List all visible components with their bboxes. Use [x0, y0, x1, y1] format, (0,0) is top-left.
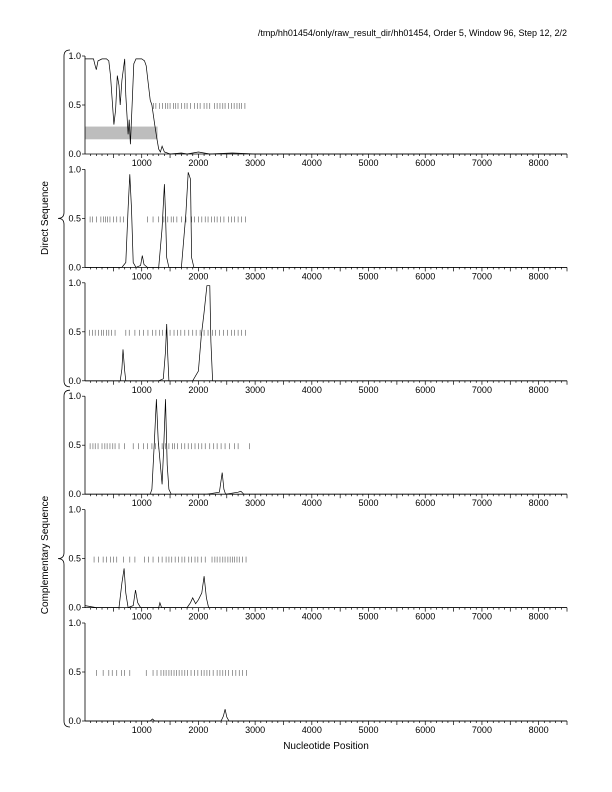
x-tick-label: 4000: [301, 498, 322, 509]
x-tick-label: 5000: [358, 384, 379, 395]
x-tick-label: 2000: [188, 611, 209, 622]
x-tick-label: 1000: [131, 158, 152, 168]
probability-curve-frame-1: [85, 59, 567, 154]
x-tick-label: 3000: [245, 384, 266, 395]
x-tick-label: 2000: [188, 158, 209, 168]
x-tick-label: 1000: [131, 384, 152, 395]
y-tick-label: 1.0: [68, 164, 81, 175]
y-tick-label: 0.0: [68, 602, 81, 613]
x-axis-label: Nucleotide Position: [283, 741, 369, 752]
x-tick-label: 1000: [131, 498, 152, 509]
panel-frame-5: [68, 505, 567, 622]
y-tick-label: 0.0: [68, 262, 81, 273]
page-title: /tmp/hh01454/only/raw_result_dir/hh01454, Order 5, Window 96, Step 12, 2/2: [257, 28, 567, 38]
y-tick-label: 1.0: [68, 391, 81, 402]
x-tick-label: 7000: [471, 158, 492, 168]
y-tick-label: 0.5: [68, 100, 81, 110]
x-tick-label: 5000: [358, 725, 379, 735]
y-tick-label: 1.0: [68, 504, 81, 515]
x-tick-label: 3000: [245, 611, 266, 622]
panel-frame-4: [68, 391, 567, 508]
x-tick-label: 5000: [358, 158, 379, 168]
panels-group: [68, 51, 567, 735]
x-tick-label: 7000: [471, 498, 492, 509]
direct-sequence-label: Direct Sequence: [40, 181, 51, 255]
y-tick-label: 0.5: [68, 667, 81, 677]
x-tick-label: 7000: [471, 611, 492, 622]
y-tick-label: 0.0: [68, 149, 81, 159]
probability-curve-frame-5: [85, 568, 567, 607]
x-tick-label: 7000: [471, 271, 492, 282]
y-tick-label: 0.0: [68, 716, 81, 726]
x-tick-label: 4000: [301, 384, 322, 395]
x-tick-label: 2000: [188, 271, 209, 282]
x-tick-label: 8000: [528, 725, 549, 735]
x-tick-label: 8000: [528, 611, 549, 622]
x-tick-label: 8000: [528, 158, 549, 168]
x-tick-label: 2000: [188, 384, 209, 395]
x-tick-label: 6000: [415, 498, 436, 509]
x-tick-label: 2000: [188, 725, 209, 735]
x-tick-label: 8000: [528, 271, 549, 282]
x-tick-label: 5000: [358, 271, 379, 282]
y-tick-label: 1.0: [68, 51, 81, 61]
x-tick-label: 4000: [301, 271, 322, 282]
y-tick-label: 0.0: [68, 489, 81, 500]
x-tick-label: 1000: [131, 611, 152, 622]
x-tick-label: 5000: [358, 498, 379, 509]
probability-curve-frame-6: [85, 709, 567, 721]
shaded-region: [85, 127, 158, 140]
x-tick-label: 3000: [245, 725, 266, 735]
panel-frame-3: [68, 278, 567, 395]
x-tick-label: 6000: [415, 158, 436, 168]
panel-frame-6: [68, 618, 567, 735]
probability-curve-frame-4: [85, 399, 567, 494]
y-tick-label: 0.5: [68, 326, 81, 337]
panel-frame-1: [68, 51, 567, 168]
panel-frame-2: [68, 164, 567, 281]
x-tick-label: 3000: [245, 158, 266, 168]
x-tick-label: 6000: [415, 271, 436, 282]
x-tick-label: 4000: [301, 611, 322, 622]
y-tick-label: 0.5: [68, 553, 81, 564]
y-tick-label: 0.0: [68, 375, 81, 386]
x-tick-label: 6000: [415, 725, 436, 735]
x-tick-label: 4000: [301, 725, 322, 735]
x-tick-label: 3000: [245, 498, 266, 509]
x-tick-label: 6000: [415, 611, 436, 622]
x-tick-label: 2000: [188, 498, 209, 509]
probability-curve-frame-3: [85, 286, 567, 381]
y-tick-label: 1.0: [68, 277, 81, 288]
x-tick-label: 7000: [471, 725, 492, 735]
probability-curve-frame-2: [85, 172, 567, 267]
x-tick-label: 6000: [415, 384, 436, 395]
y-tick-label: 1.0: [68, 618, 81, 628]
x-tick-label: 4000: [301, 158, 322, 168]
x-tick-label: 1000: [131, 725, 152, 735]
x-tick-label: 8000: [528, 498, 549, 509]
x-tick-label: 3000: [245, 271, 266, 282]
complementary-sequence-label: Complementary Sequence: [40, 495, 51, 615]
y-tick-label: 0.5: [68, 440, 81, 451]
x-tick-label: 1000: [131, 271, 152, 282]
x-tick-label: 7000: [471, 384, 492, 395]
x-tick-label: 8000: [528, 384, 549, 395]
y-tick-label: 0.5: [68, 213, 81, 224]
x-tick-label: 5000: [358, 611, 379, 622]
